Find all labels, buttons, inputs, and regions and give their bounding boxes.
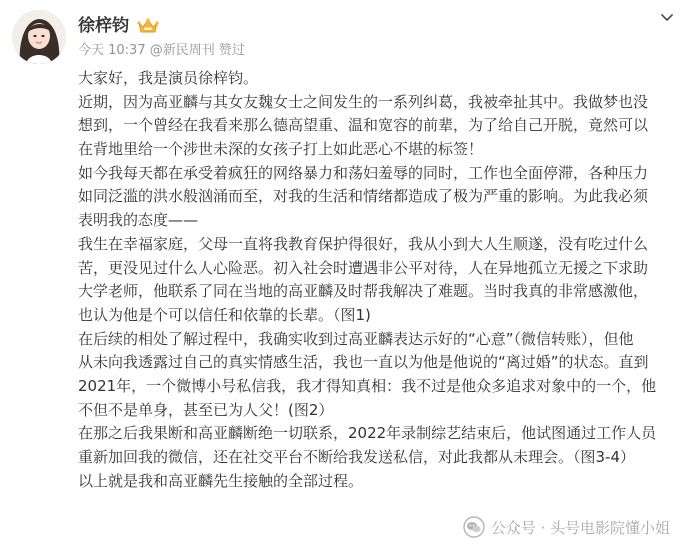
- watermark: [461, 516, 672, 538]
- chevron-down-icon[interactable]: [656, 6, 678, 28]
- content-line: 2021年，一个微博小号私信我，我才得知真相：我不过是他众多追求对象中的一个，他: [78, 376, 657, 395]
- content-line: 如今我每天都在承受着疯狂的网络暴力和荡妇羞辱的同时，工作也全面停滞，各种压力: [78, 163, 649, 182]
- post-source[interactable]: @新民周刊: [149, 43, 215, 58]
- avatar[interactable]: [12, 10, 66, 64]
- liked-label: 赞过: [218, 43, 245, 58]
- content-line: 重新加回我的微信，还在社交平台不断给我发送私信，对此我都从未理会。（图3-4）: [78, 448, 636, 466]
- post-meta: [78, 43, 245, 59]
- author-row: [78, 16, 159, 36]
- post-time[interactable]: 今天 10:37: [78, 43, 146, 58]
- content-line: 如同泛滥的洪水般汹涌而至，对我的生活和情绪都造成了极为严重的影响。为此我必须: [78, 187, 649, 206]
- content-line: 在那之后我果断和高亚麟断绝一切联系，2022年录制综艺结束后，他试图通过工作人员: [78, 424, 657, 443]
- crown-badge-icon[interactable]: [137, 17, 159, 35]
- post-content: [78, 67, 684, 493]
- content-line: 大学老师，他联系了同在当地的高亚麟及时帮我解决了难题。当时我真的非常感激他，: [78, 282, 649, 301]
- content-line: 表明我的态度——: [78, 211, 199, 230]
- content-line: 大家好，我是演员徐梓钧。: [78, 69, 259, 87]
- content-line: 我生在幸福家庭，父母一直将我教育保护得很好，我从小到大人生顺遂，没有吃过什么: [78, 234, 649, 253]
- content-line: 想到，一个曾经在我看来那么德高望重、温和宽容的前辈，为了给自己开脱，竟然可以: [78, 116, 649, 135]
- content-line: 也认为他是个可以信任和依靠的长辈。（图1): [78, 305, 371, 324]
- content-line: 以上就是我和高亚麟先生接触的全部过程。: [78, 471, 364, 490]
- content-line: 苦，更没见过什么人心险恶。初入社会时遭遇非公平对待，人在异地孤立无援之下求助: [78, 258, 649, 277]
- content-line: 在后续的相处了解过程中，我确实收到过高亚麟表达示好的“心意”（微信转账），但他: [78, 329, 634, 348]
- watermark-text: 公众号 · 头号电影院懂小姐: [490, 518, 670, 537]
- content-line: 从未向我透露过自己的真实情感生活，我也一直以为他是他说的“离过婚”的状态。直到: [78, 353, 649, 372]
- content-line: 不但不是单身，甚至已为人父！(图2）: [78, 400, 334, 419]
- content-line: 近期，因为高亚麟与其女友魏女士之间发生的一系列纠葛，我被牵扯其中。我做梦也没: [78, 92, 649, 111]
- username[interactable]: 徐梓钧: [78, 16, 129, 36]
- wechat-official-account-icon: [463, 516, 485, 538]
- content-line: 在背地里给一个涉世未深的女孩子打上如此恶心不堪的标签！: [78, 140, 484, 159]
- avatar-portrait-icon: [12, 10, 66, 64]
